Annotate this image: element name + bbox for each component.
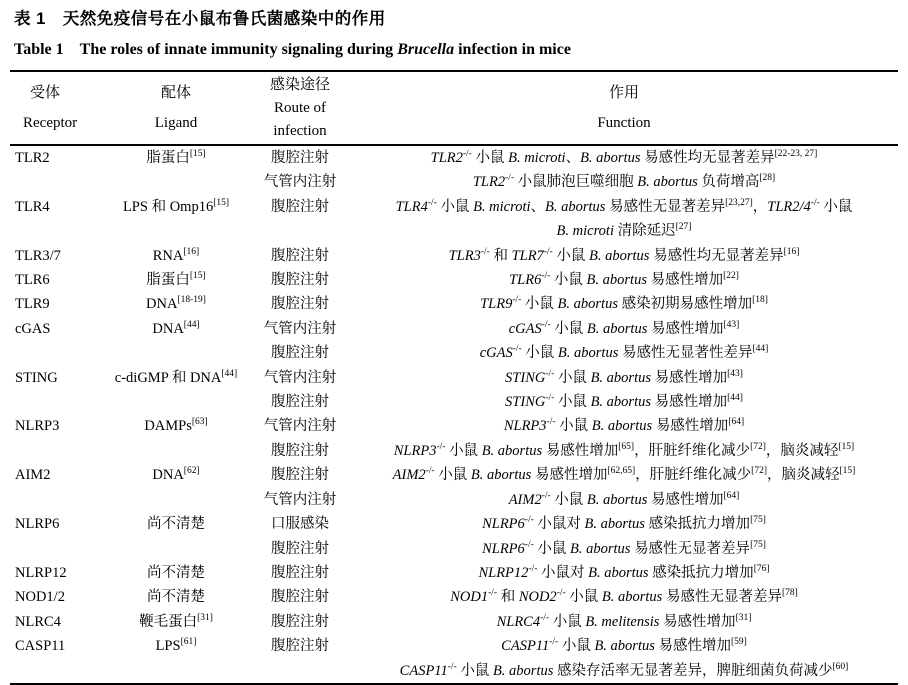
function-cell: CASP11-/- 小鼠 B. abortus 易感性增加[59] — [501, 637, 747, 655]
ligand-cell: DNA[18-19] — [146, 295, 206, 313]
receptor-cell: TLR9 — [15, 296, 50, 313]
ligand-cell — [102, 488, 250, 512]
route-cell: 腹腔注射 — [271, 394, 329, 411]
route-cell: 腹腔注射 — [271, 150, 329, 166]
function-cell: NLRP3-/- 小鼠 B. abortus 易感性增加[64] — [503, 417, 745, 435]
table-body — [10, 145, 898, 684]
function-cell: TLR3-/- 和 TLR7-/- 小鼠 B. abortus 易感性均无显著差异[16] — [448, 246, 800, 264]
table-row — [10, 341, 898, 365]
header-receptor-cn: 受体 — [30, 84, 61, 101]
ligand-cell: 尚不清楚 — [147, 564, 205, 581]
table-row — [10, 610, 898, 634]
function-cell: TLR2-/- 小鼠 B. microti、B. abortus 易感性均无显著差异[22-23, 27] — [430, 149, 818, 166]
table-row — [10, 512, 898, 536]
receptor-cell: TLR4 — [15, 198, 50, 215]
receptor-cell: AIM2 — [15, 467, 51, 484]
route-cell: 腹腔注射 — [271, 345, 329, 362]
receptor-cell — [10, 659, 102, 684]
route-cell: 腹腔注射 — [271, 442, 329, 459]
receptor-cell: CASP11 — [15, 638, 66, 655]
function-cell: NLRP3-/- 小鼠 B. abortus 易感性增加[65]，肝脏纤维化减少[72]，脑炎减轻[15] — [393, 442, 855, 459]
table-row — [10, 659, 898, 684]
receptor-cell — [10, 341, 102, 365]
table-row — [10, 561, 898, 585]
header-row — [10, 71, 898, 145]
route-cell: 腹腔注射 — [271, 296, 329, 313]
function-cell: TLR9-/- 小鼠 B. abortus 感染初期易感性增加[18] — [480, 295, 768, 313]
ligand-cell — [102, 659, 250, 684]
route-cell: 腹腔注射 — [271, 467, 329, 484]
ligand-cell: c-diGMP 和 DNA[44] — [114, 368, 238, 386]
table-row — [10, 488, 898, 512]
header-ligand-cn: 配体 — [160, 84, 191, 101]
ligand-cell: 鞭毛蛋白[31] — [139, 612, 213, 630]
function-cell: AIM2-/- 小鼠 B. abortus 易感性增加[62,65]，肝脏纤维化减少[72]，脑炎减轻[15] — [392, 466, 856, 484]
function-cell: CASP11-/- 小鼠 B. abortus 感染存活率无显著差异，脾脏细菌负荷减少[60] — [399, 661, 849, 679]
table-row — [10, 634, 898, 658]
receptor-cell: NOD1/2 — [15, 589, 65, 606]
function-cell: TLR2-/- 小鼠肺泡巨噬细胞 B. abortus 负荷增高[28] — [472, 173, 776, 191]
receptor-cell: cGAS — [15, 320, 51, 337]
ligand-cell — [102, 439, 250, 463]
function-cell: STING-/- 小鼠 B. abortus 易感性增加[44] — [505, 393, 743, 411]
receptor-cell: NLRP12 — [15, 564, 67, 581]
receptor-cell — [10, 170, 102, 194]
innate-immunity-table — [10, 70, 898, 685]
header-receptor — [10, 71, 102, 145]
route-cell: 腹腔注射 — [271, 589, 329, 606]
ligand-cell: 尚不清楚 — [147, 516, 205, 533]
receptor-cell: NLRC4 — [15, 613, 61, 630]
route-cell: 气管内注射 — [263, 491, 337, 508]
function-cell: cGAS-/- 小鼠 B. abortus 易感性增加[43] — [508, 320, 740, 337]
route-cell — [250, 659, 350, 684]
ligand-cell: 脂蛋白[15] — [146, 271, 206, 289]
table-title-chinese: 表 1 天然免疫信号在小鼠布鲁氏菌感染中的作用 — [14, 10, 386, 28]
function-cell: NLRP6-/- 小鼠对 B. abortus 感染抵抗力增加[75] — [482, 515, 766, 533]
ligand-cell: DAMPs[63] — [144, 417, 208, 435]
route-cell: 腹腔注射 — [271, 247, 329, 264]
route-cell: 口服感染 — [271, 516, 329, 533]
table-row — [10, 195, 898, 244]
function-cell: NLRP12-/- 小鼠对 B. abortus 感染抵抗力增加[76] — [478, 564, 770, 581]
table-row — [10, 463, 898, 487]
route-cell: 气管内注射 — [263, 174, 337, 191]
receptor-cell — [10, 488, 102, 512]
header-function — [350, 71, 898, 145]
function-cell: TLR6-/- 小鼠 B. abortus 易感性增加[22] — [509, 271, 739, 289]
header-route-en-line1: Route of — [273, 100, 327, 116]
ligand-cell: RNA[16] — [152, 246, 200, 264]
ligand-cell — [102, 390, 250, 414]
ligand-cell — [102, 341, 250, 365]
ligand-cell: 脂蛋白[15] — [146, 149, 206, 166]
header-route-cn: 感染途径 — [269, 77, 330, 93]
ligand-cell: 尚不清楚 — [147, 589, 205, 606]
ligand-cell: DNA[44] — [152, 320, 200, 337]
table-row — [10, 244, 898, 268]
ligand-cell: LPS[61] — [155, 637, 197, 655]
receptor-cell: TLR6 — [15, 272, 50, 289]
function-cell: NLRC4-/- 小鼠 B. melitensis 易感性增加[31] — [496, 612, 752, 630]
table-row — [10, 292, 898, 316]
route-cell: 腹腔注射 — [271, 198, 329, 215]
table-header — [10, 71, 898, 145]
header-function-en: Function — [597, 115, 651, 132]
receptor-cell: TLR3/7 — [15, 247, 61, 264]
table-row — [10, 390, 898, 414]
function-cell: NLRP6-/- 小鼠 B. abortus 易感性无显著差异[75] — [482, 539, 766, 557]
ligand-cell: DNA[62] — [152, 466, 200, 484]
receptor-cell: TLR2 — [15, 150, 50, 166]
receptor-cell: NLRP6 — [15, 516, 60, 533]
table-row — [10, 317, 898, 341]
route-cell: 气管内注射 — [263, 369, 337, 386]
route-cell: 腹腔注射 — [271, 613, 329, 630]
function-cell: NOD1-/- 和 NOD2-/- 小鼠 B. abortus 易感性无显著差异[78] — [450, 588, 798, 606]
table-row — [10, 439, 898, 463]
route-cell: 腹腔注射 — [271, 540, 329, 557]
receptor-cell: STING — [15, 369, 58, 386]
table-row — [10, 268, 898, 292]
table-row — [10, 170, 898, 194]
table-row — [10, 366, 898, 390]
function-cell: cGAS-/- 小鼠 B. abortus 易感性无显著性差异[44] — [479, 344, 769, 362]
route-cell: 气管内注射 — [263, 418, 337, 435]
receptor-cell — [10, 537, 102, 561]
route-cell: 腹腔注射 — [271, 564, 329, 581]
ligand-cell — [102, 170, 250, 194]
route-cell: 腹腔注射 — [271, 638, 329, 655]
ligand-cell: LPS 和 Omp16[15] — [122, 197, 230, 215]
function-cell: STING-/- 小鼠 B. abortus 易感性增加[43] — [505, 368, 743, 386]
table-row — [10, 145, 898, 170]
header-ligand — [102, 71, 250, 145]
function-cell: AIM2-/- 小鼠 B. abortus 易感性增加[64] — [508, 490, 740, 508]
header-ligand-en: Ligand — [154, 115, 198, 132]
header-function-cn: 作用 — [608, 84, 639, 101]
receptor-cell — [10, 439, 102, 463]
receptor-cell: NLRP3 — [15, 418, 60, 435]
table-row — [10, 414, 898, 438]
receptor-cell — [10, 390, 102, 414]
table-row — [10, 585, 898, 609]
function-cell: TLR4-/- 小鼠 B. microti、B. abortus 易感性无显著差异[23,27]，TLR2/4-/- 小鼠 B. microti 清除延迟[27] — [395, 197, 853, 240]
header-route — [250, 71, 350, 145]
table-title-english: Table 1 The roles of innate immunity signaling during Brucella infection in mice — [14, 41, 571, 58]
header-route-en-line2: infection — [273, 123, 327, 139]
table-row — [10, 537, 898, 561]
route-cell: 腹腔注射 — [271, 272, 329, 289]
ligand-cell — [102, 537, 250, 561]
route-cell: 气管内注射 — [263, 320, 337, 337]
header-receptor-en: Receptor — [23, 115, 78, 132]
